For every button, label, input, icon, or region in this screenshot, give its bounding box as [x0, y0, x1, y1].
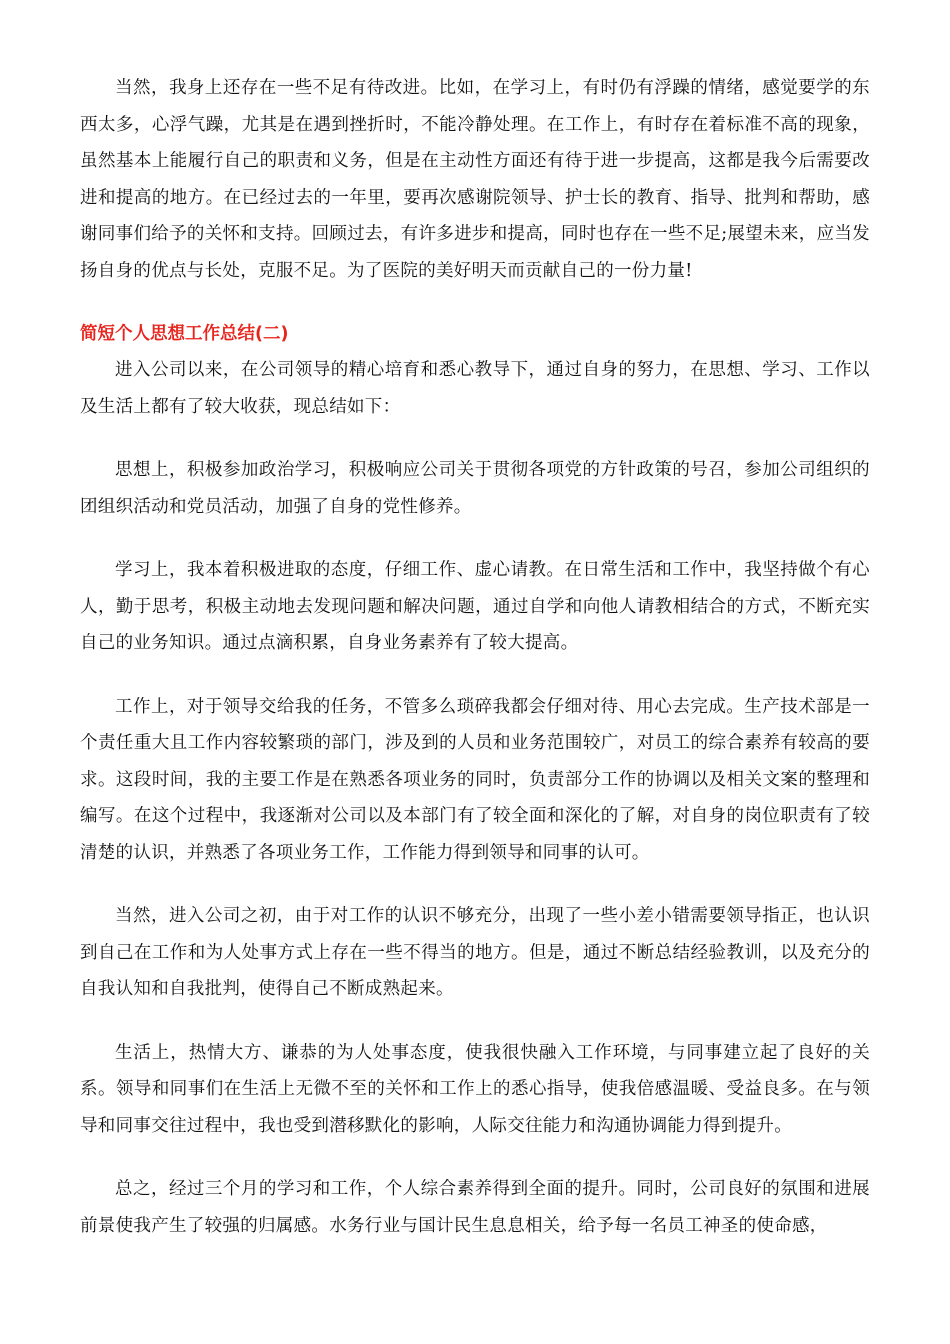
document-page: [80, 70, 870, 1244]
paragraph-4: 工作上，对于领导交给我的任务，不管多么琐碎我都会仔细对待、用心去完成。生产技术部是一个责任重大且工作内容较繁琐的部门，涉及到的人员和业务范围较广，对员工的综合素养有较高的要求。这段时间，我的主要工作是在熟悉各项业务的同时，负责部分工作的协调以及相关文案的整理和编写。在这个过程中，我逐渐对公司以及本部门有了较全面和深化的了解，对自身的岗位职责有了较清楚的认识，并熟悉了各项业务工作，工作能力得到领导和同事的认可。: [80, 696, 870, 863]
paragraph-5: 当然，进入公司之初，由于对工作的认识不够充分，出现了一些小差小错需要领导指正，也认识到自己在工作和为人处事方式上存在一些不得当的地方。但是，通过不断总结经验教训，以及充分的自我认知和自我批判，使得自己不断成熟起来。: [80, 906, 870, 999]
paragraph-3: 学习上，我本着积极进取的态度，仔细工作、虚心请教。在日常生活和工作中，我坚持做个有心人，勤于思考，积极主动地去发现问题和解决问题，通过自学和向他人请教相结合的方式，不断充实自己的业务知识。通过点滴积累，自身业务素养有了较大提高。: [80, 560, 870, 653]
paragraph-intro: 当然，我身上还存在一些不足有待改进。比如，在学习上，有时仍有浮躁的情绪，感觉要学的东西太多，心浮气躁，尤其是在遇到挫折时，不能冷静处理。在工作上，有时存在着标准不高的现象，虽然基本上能履行自己的职责和义务，但是在主动性方面还有待于进一步提高，这都是我今后需要改进和提高的地方。在已经过去的一年里，要再次感谢院领导、护士长的教育、指导、批判和帮助，感谢同事们给予的关怀和支持。回顾过去，有许多进步和提高，同时也存在一些不足;展望未来，应当发扬自身的优点与长处，克服不足。为了医院的美好明天而贡献自己的一份力量!: [80, 78, 870, 281]
paragraph-7: 总之，经过三个月的学习和工作，个人综合素养得到全面的提升。同时，公司良好的氛围和进展前景使我产生了较强的归属感。水务行业与国计民生息息相关，给予每一名员工神圣的使命感，: [80, 1179, 870, 1236]
paragraph-6: 生活上，热情大方、谦恭的为人处事态度，使我很快融入工作环境，与同事建立起了良好的关系。领导和同事们在生活上无微不至的关怀和工作上的悉心指导，使我倍感温暖、受益良多。在与领导和同事交往过程中，我也受到潜移默化的影响，人际交往能力和沟通协调能力得到提升。: [80, 1042, 870, 1136]
paragraph-2: 思想上，积极参加政治学习，积极响应公司关于贯彻各项党的方针政策的号召，参加公司组织的团组织活动和党员活动，加强了自身的党性修养。: [80, 460, 870, 517]
paragraph-1: 进入公司以来，在公司领导的精心培育和悉心教导下，通过自身的努力，在思想、学习、工作以及生活上都有了较大收获，现总结如下：: [80, 360, 870, 417]
section-title: 简短个人思想工作总结(二): [80, 324, 289, 344]
